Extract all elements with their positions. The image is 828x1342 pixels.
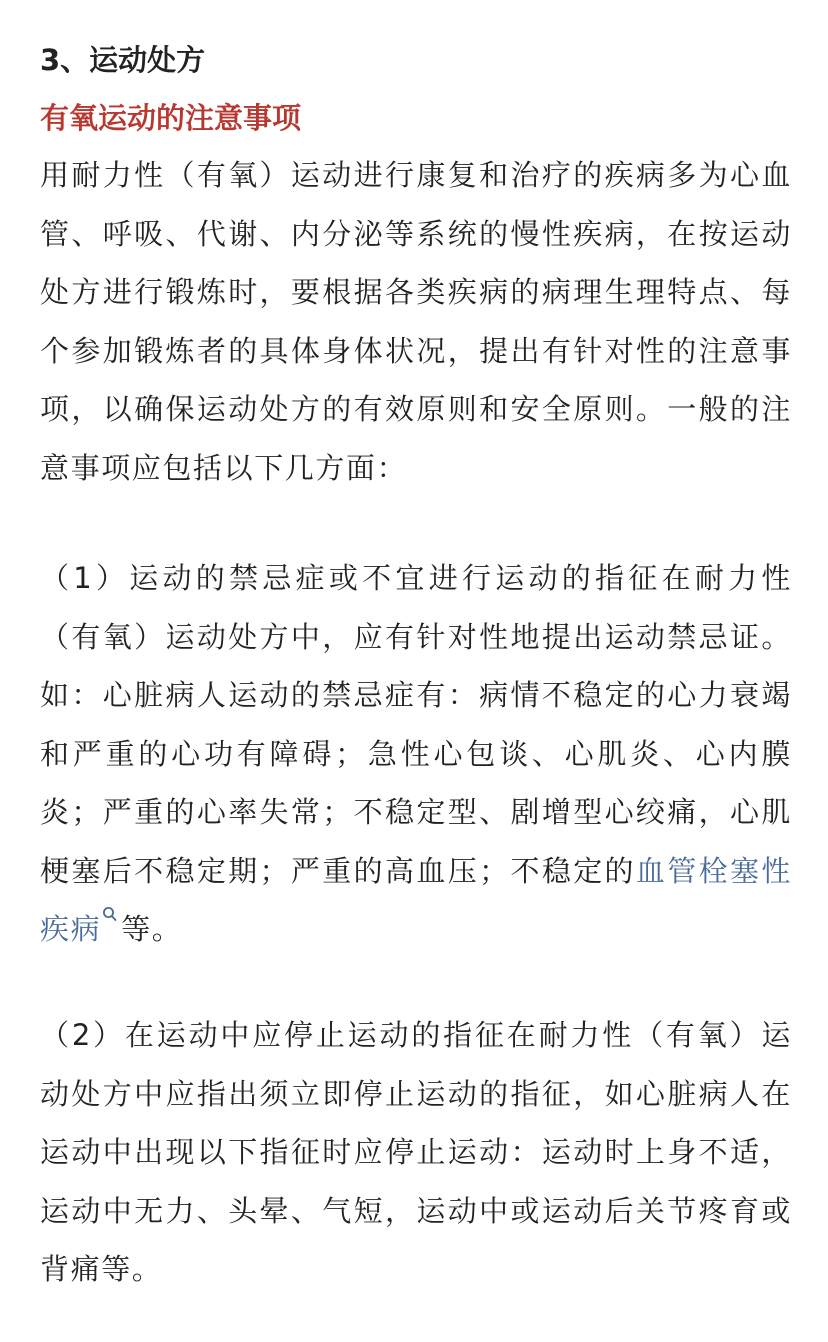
section-heading: 3、运动处方 [40,43,206,77]
paragraph-text-after-link: 等。 [121,912,183,946]
term-link-label[interactable]: 血管栓塞性疾病 [40,853,792,946]
paragraph-text-before-link: （1）运动的禁忌症或不宜进行运动的指征在耐力性（有氧）运动处方中，应有针对性地提出运动禁忌证。如：心脏病人运动的禁忌症有：病情不稳定的心力衰竭和严重的心功有障碍；急性心包谈、心肌炎、心内膜炎；严重的心率失常；不稳定型、剧增型心绞痛，心肌梗塞后不稳定期；严重的高血压；不稳定的 [40,561,792,888]
search-icon[interactable] [102,906,118,924]
paragraph-contraindications [40,549,792,959]
paragraph-stop-indications: （2）在运动中应停止运动的指征在耐力性（有氧）运动处方中应指出须立即停止运动的指征，如心脏病人在运动中出现以下指征时应停止运动：运动时上身不适，运动中无力、头晕、气短，运动中或运动后关节疼育或背痛等。 [40,1018,792,1286]
sub-heading: 有氧运动的注意事项 [40,101,302,135]
paragraph-intro: 用耐力性（有氧）运动进行康复和治疗的疾病多为心血管、呼吸、代谢、内分泌等系统的慢性疾病，在按运动处方进行锻炼时，要根据各类疾病的病理生理特点、每个参加锻炼者的具体身体状况，提出有针对性的注意事项，以确保运动处方的有效原则和安全原则。一般的注意事项应包括以下几方面： [40,158,792,485]
